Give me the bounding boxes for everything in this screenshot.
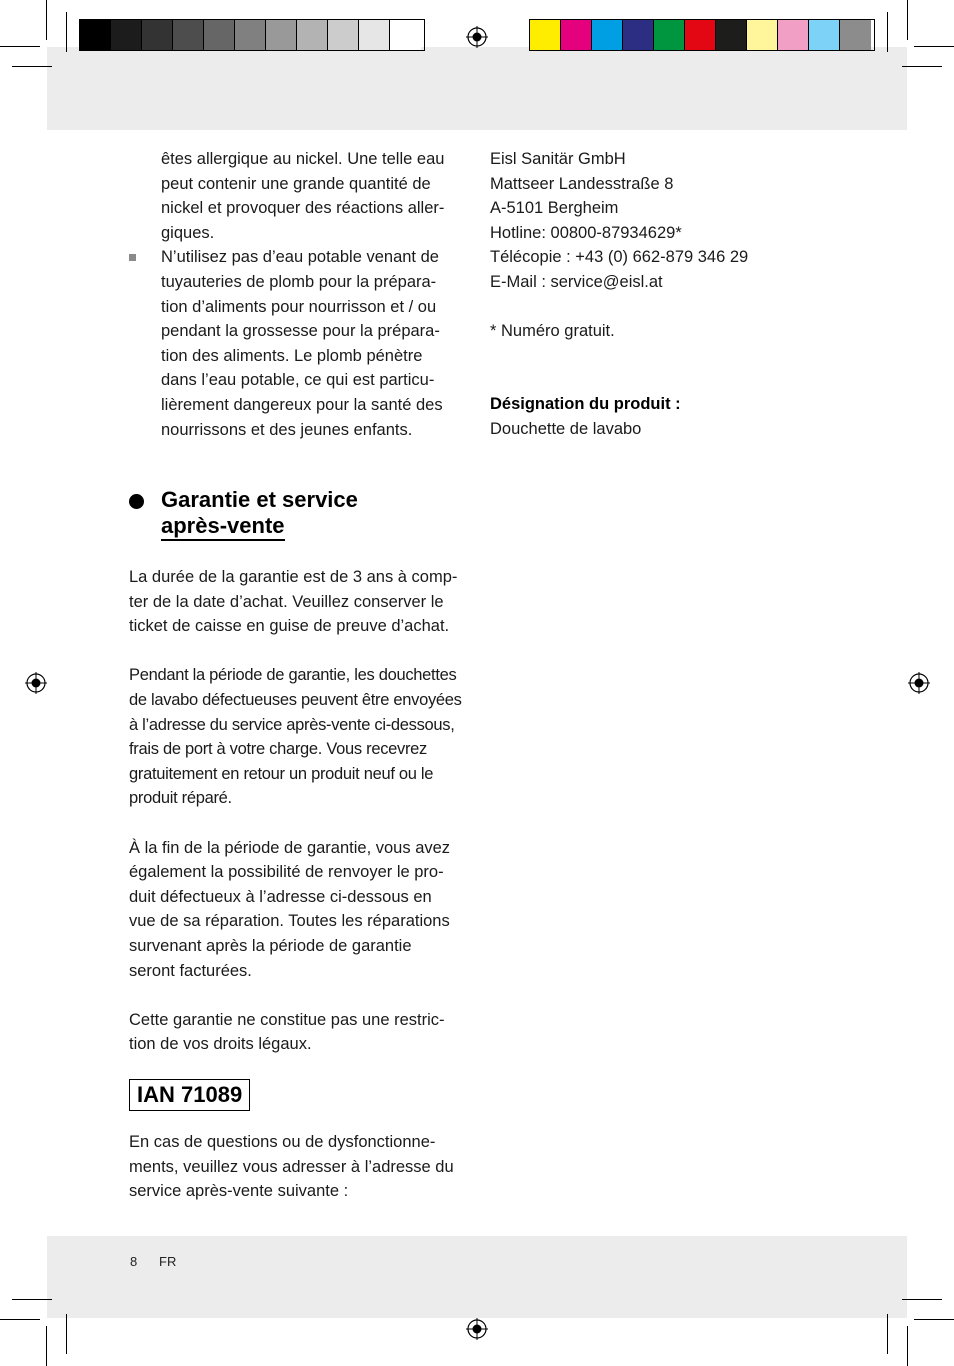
paragraph <box>129 836 469 984</box>
color-swatch-bar <box>529 19 875 51</box>
color-swatch <box>111 20 142 50</box>
service-address <box>490 147 850 295</box>
color-swatch <box>173 20 204 50</box>
color-swatch <box>297 20 328 50</box>
footnote: * Numéro gratuit. <box>490 322 615 340</box>
bullet-square-icon <box>129 254 136 261</box>
product-designation <box>490 392 850 441</box>
text-line: également la possibilité de renvoyer le pro- <box>129 863 444 882</box>
text-line: frais de port à votre charge. Vous recevrez <box>129 740 428 759</box>
text-line: À la fin de la période de garantie, vous avez <box>129 838 451 857</box>
footer-band <box>47 1236 907 1318</box>
text-line: En cas de questions ou de dysfonctionne- <box>129 1133 436 1151</box>
registration-mark-icon <box>908 672 930 694</box>
text-line: ter de la date d’achat. Veuillez conserver le <box>129 592 444 611</box>
color-swatch <box>204 20 235 50</box>
greyscale-swatch-bar <box>79 19 425 51</box>
company-name: Eisl Sanitär GmbH <box>490 150 626 168</box>
header-band <box>47 47 907 130</box>
color-swatch <box>685 20 716 50</box>
section-title-line2: après-vente <box>161 513 285 541</box>
section-bullet-icon <box>129 494 144 509</box>
registration-mark-icon <box>466 26 488 48</box>
text-line: N’utilisez pas d’eau potable venant de <box>161 248 439 267</box>
paragraph <box>129 663 469 811</box>
text-line: tion de vos droits légaux. <box>129 1035 312 1054</box>
text-line: giques. <box>161 223 215 242</box>
color-swatch <box>778 20 809 50</box>
color-swatch <box>623 20 654 50</box>
color-swatch <box>654 20 685 50</box>
paragraph <box>129 565 469 639</box>
registration-mark-icon <box>466 1318 488 1340</box>
color-swatch <box>592 20 623 50</box>
bullet-item <box>129 245 469 442</box>
text-line: ments, veuillez vous adresser à l’adresse du <box>129 1157 454 1176</box>
text-line: vue de sa réparation. Toutes les réparations <box>129 912 450 931</box>
text-line: êtes allergique au nickel. Une telle eau <box>161 150 445 168</box>
paragraph <box>129 1008 469 1057</box>
registration-mark-icon <box>25 672 47 694</box>
text-line: pendant la grossesse pour la prépara- <box>161 322 440 341</box>
section-title-line1: Garantie et service <box>161 487 358 512</box>
color-swatch <box>561 20 592 50</box>
text-line: ticket de caisse en guise de preuve d’achat. <box>129 617 450 636</box>
page-number: 8 <box>130 1254 138 1269</box>
color-swatch <box>80 20 111 50</box>
section-title <box>161 487 358 539</box>
color-swatch <box>747 20 778 50</box>
language-code: FR <box>159 1254 177 1269</box>
color-swatch <box>716 20 747 50</box>
text-line: Pendant la période de garantie, les douchettes <box>129 666 457 685</box>
safety-notes <box>129 147 469 442</box>
product-label: Désignation du produit : <box>490 395 681 413</box>
text-line: de lavabo défectueuses peuvent être envoyées <box>129 690 462 709</box>
text-line: lièrement dangereux pour la santé des <box>161 395 443 414</box>
text-line: survenant après la période de garantie <box>129 936 412 955</box>
text-line: peut contenir une grande quantité de <box>161 174 431 193</box>
text-line: nickel et provoquer des réactions aller- <box>161 199 445 218</box>
text-line: tuyauteries de plomb pour la prépara- <box>161 272 437 291</box>
color-swatch <box>840 20 871 50</box>
warranty-text <box>129 565 469 1081</box>
city: A-5101 Bergheim <box>490 199 619 218</box>
continuation-text <box>129 147 469 245</box>
color-swatch <box>328 20 359 50</box>
text-line: tion des aliments. Le plomb pénètre <box>161 346 423 365</box>
street: Mattseer Landesstraße 8 <box>490 174 674 193</box>
ian-number-box: IAN 71089 <box>129 1079 250 1111</box>
color-swatch <box>809 20 840 50</box>
color-swatch <box>530 20 561 50</box>
text-line: nourrissons et des jeunes enfants. <box>161 420 413 439</box>
text-line: seront facturées. <box>129 961 252 980</box>
text-line: tion d’aliments pour nourrisson et / ou <box>161 297 437 316</box>
text-line: produit réparé. <box>129 789 232 808</box>
text-line: gratuitement en retour un produit neuf ou le <box>129 764 434 783</box>
text-line: dans l’eau potable, ce qui est particu- <box>161 371 435 390</box>
email: E-Mail : service@eisl.at <box>490 272 663 291</box>
text-line: à l’adresse du service après-vente ci-dessous, <box>129 715 455 734</box>
color-swatch <box>359 20 390 50</box>
product-name: Douchette de lavabo <box>490 419 642 438</box>
contact-intro <box>129 1130 469 1204</box>
text-line: La durée de la garantie est de 3 ans à comp- <box>129 568 458 586</box>
color-swatch <box>266 20 297 50</box>
color-swatch <box>390 20 421 50</box>
color-swatch <box>235 20 266 50</box>
fax: Télécopie : +43 (0) 662-879 346 29 <box>490 248 749 267</box>
text-line: duit défectueux à l’adresse ci-dessous en <box>129 887 432 906</box>
text-line: service après-vente suivante : <box>129 1182 349 1201</box>
hotline: Hotline: 00800-87934629* <box>490 223 682 242</box>
color-swatch <box>142 20 173 50</box>
text-line: Cette garantie ne constitue pas une restric- <box>129 1010 445 1029</box>
